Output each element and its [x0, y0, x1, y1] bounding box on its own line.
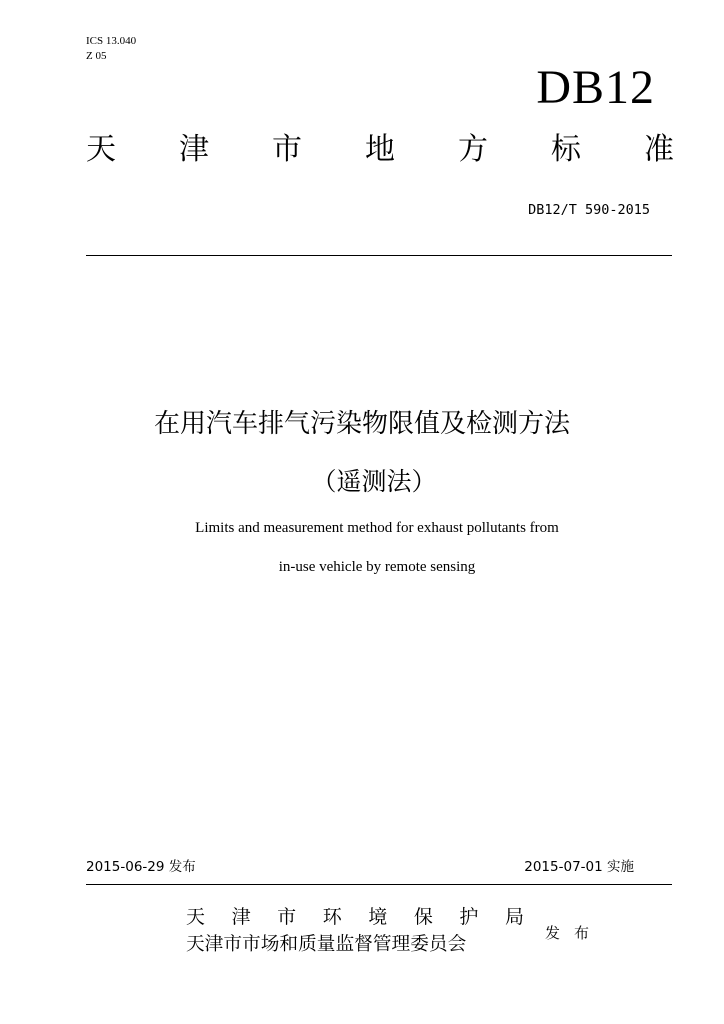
issuer-char: 环 — [322, 906, 342, 928]
issue-date: 2015-06-29 发布 — [86, 859, 196, 875]
issuer-char: 境 — [368, 906, 388, 928]
top-divider — [86, 255, 672, 256]
publish-label — [545, 922, 589, 944]
standard-type-char: 标 — [551, 132, 581, 167]
subtitle-chinese: （遥测法） — [311, 467, 437, 496]
issuer-char: 保 — [413, 906, 433, 928]
issuer-market-quality-commission: 天津市市场和质量监督管理委员会 — [186, 934, 467, 955]
standard-type-char: 方 — [458, 132, 488, 167]
issuer-char: 护 — [459, 906, 479, 928]
standard-type-char: 准 — [644, 132, 674, 167]
classification-block — [86, 34, 136, 64]
standard-type-char: 市 — [272, 132, 302, 167]
standard-type-char: 津 — [179, 132, 209, 167]
standard-type — [86, 130, 674, 170]
issuer-char: 局 — [504, 906, 524, 928]
classification-code: Z 05 — [86, 50, 107, 62]
publish-char: 发 — [545, 924, 561, 942]
issuer-char: 天 — [186, 906, 206, 928]
issuer-char: 市 — [277, 906, 297, 928]
standard-type-char: 地 — [365, 132, 395, 167]
standard-number: DB12/T 590-2015 — [528, 202, 650, 218]
title-english-line-1: Limits and measurement method for exhaust pollutants from — [195, 520, 559, 536]
implementation-date: 2015-07-01 实施 — [524, 859, 634, 875]
issuer-environment-bureau — [186, 904, 524, 930]
publish-char: 布 — [573, 924, 589, 942]
standard-type-char: 天 — [86, 132, 116, 167]
issuer-char: 津 — [231, 906, 251, 928]
ics-code: ICS 13.040 — [86, 35, 137, 47]
title-english-line-2: in-use vehicle by remote sensing — [278, 559, 476, 575]
standard-code: DB12 — [536, 61, 655, 114]
bottom-divider — [86, 884, 672, 885]
title-chinese: 在用汽车排气污染物限值及检测方法 — [153, 409, 570, 439]
